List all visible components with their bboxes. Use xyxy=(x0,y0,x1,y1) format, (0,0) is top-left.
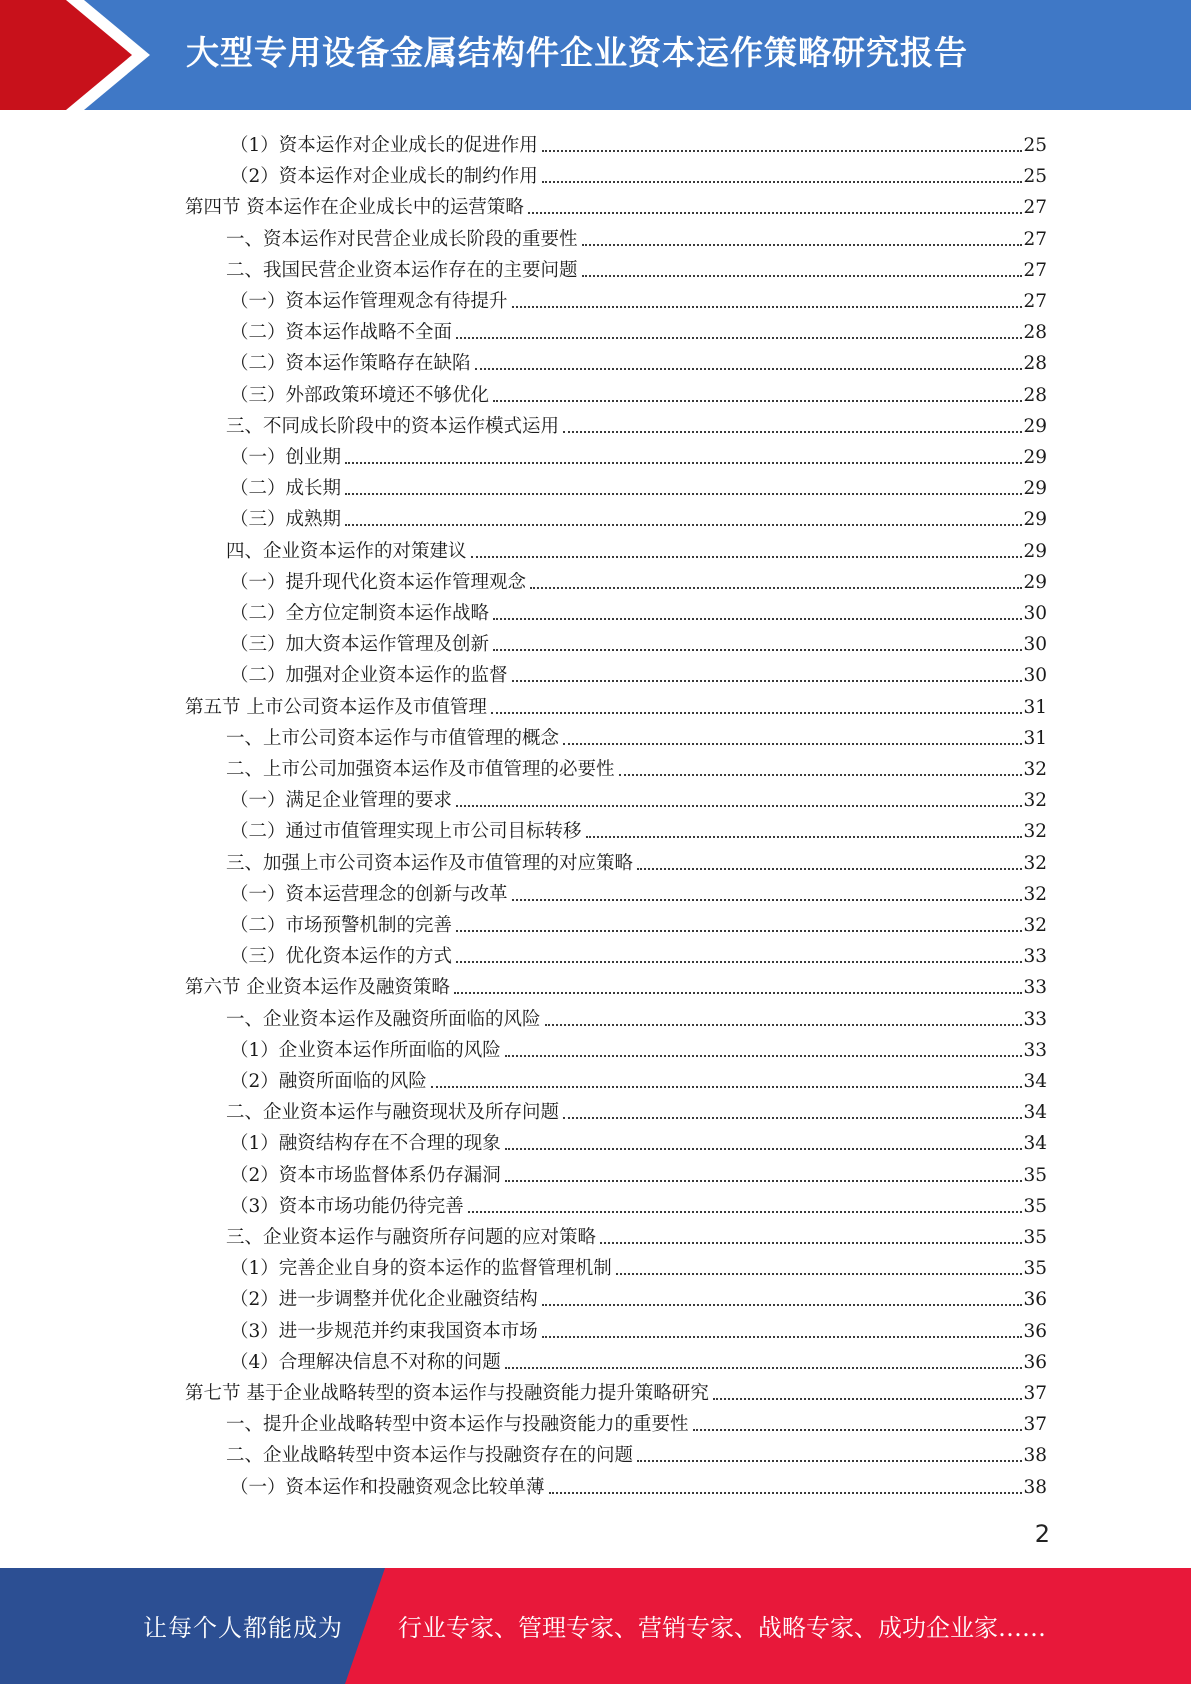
toc-entry-title: 二、我国民营企业资本运作存在的主要问题 xyxy=(226,260,578,281)
toc-dot-leader xyxy=(563,1117,1022,1119)
header-arrow-icon xyxy=(0,0,160,110)
toc-entry-page: 30 xyxy=(1023,665,1047,686)
toc-dot-leader xyxy=(586,836,1023,838)
toc-dot-leader xyxy=(468,1211,1023,1213)
toc-entry[interactable] xyxy=(230,314,1047,345)
toc-dot-leader xyxy=(345,524,1022,526)
toc-dot-leader xyxy=(545,1024,1023,1026)
toc-entry-page: 36 xyxy=(1023,1289,1047,1310)
toc-entry-title: （2）资本市场监督体系仍存漏洞 xyxy=(230,1165,501,1186)
toc-entry[interactable] xyxy=(226,1437,1047,1468)
toc-entry[interactable] xyxy=(230,657,1047,688)
toc-entry-page: 35 xyxy=(1023,1165,1047,1186)
toc-entry-page: 32 xyxy=(1023,759,1047,780)
toc-entry-title: （二）加强对企业资本运作的监督 xyxy=(230,665,508,686)
toc-dot-leader xyxy=(542,1336,1023,1338)
toc-entry[interactable] xyxy=(185,969,1047,1000)
toc-entry-page: 27 xyxy=(1023,260,1047,281)
toc-entry[interactable] xyxy=(230,1188,1047,1219)
toc-dot-leader xyxy=(505,1055,1023,1057)
toc-entry-title: （二）资本运作策略存在缺陷 xyxy=(230,353,471,374)
toc-entry[interactable] xyxy=(230,1344,1047,1375)
toc-entry[interactable] xyxy=(226,1001,1047,1032)
toc-dot-leader xyxy=(345,462,1022,464)
toc-dot-leader xyxy=(512,899,1023,901)
toc-entry-page: 36 xyxy=(1023,1321,1047,1342)
toc-dot-leader xyxy=(493,400,1022,402)
toc-entry-title: （2）进一步调整并优化企业融资结构 xyxy=(230,1289,538,1310)
toc-entry[interactable] xyxy=(226,751,1047,782)
toc-dot-leader xyxy=(530,587,1022,589)
toc-entry-title: （二）资本运作战略不全面 xyxy=(230,322,453,343)
toc-entry-page: 29 xyxy=(1023,541,1047,562)
toc-dot-leader xyxy=(475,368,1023,370)
toc-entry[interactable] xyxy=(230,345,1047,376)
toc-entry[interactable] xyxy=(230,876,1047,907)
toc-entry-title: 一、上市公司资本运作与市值管理的概念 xyxy=(226,728,560,749)
toc-entry-title: 二、企业战略转型中资本运作与投融资存在的问题 xyxy=(226,1445,634,1466)
toc-entry[interactable] xyxy=(230,127,1047,158)
toc-entry[interactable] xyxy=(226,221,1047,252)
toc-entry-title: （1）资本运作对企业成长的促进作用 xyxy=(230,135,538,156)
toc-entry[interactable] xyxy=(230,907,1047,938)
toc-dot-leader xyxy=(456,930,1022,932)
toc-entry-page: 35 xyxy=(1023,1227,1047,1248)
toc-entry-title: （一）创业期 xyxy=(230,447,342,468)
toc-entry-title: （3）资本市场功能仍待完善 xyxy=(230,1196,464,1217)
toc-entry-title: （一）资本运作和投融资观念比较单薄 xyxy=(230,1477,545,1498)
toc-dot-leader xyxy=(600,1242,1022,1244)
toc-dot-leader xyxy=(542,1304,1023,1306)
toc-dot-leader xyxy=(582,275,1023,277)
toc-entry-title: （二）成长期 xyxy=(230,478,342,499)
toc-entry-title: （三）加大资本运作管理及创新 xyxy=(230,634,490,655)
toc-dot-leader xyxy=(505,1148,1023,1150)
toc-dot-leader xyxy=(542,181,1023,183)
header-band xyxy=(0,0,1191,110)
toc-entry-title: 三、不同成长阶段中的资本运作模式运用 xyxy=(226,416,560,437)
toc-entry-page: 30 xyxy=(1023,603,1047,624)
toc-entry-title: （二）通过市值管理实现上市公司目标转移 xyxy=(230,821,582,842)
toc-entry[interactable] xyxy=(230,1469,1047,1500)
toc-dot-leader xyxy=(505,1180,1023,1182)
toc-entry-page: 29 xyxy=(1023,509,1047,530)
toc-entry-page: 32 xyxy=(1023,821,1047,842)
toc-entry-title: （3）进一步规范并约束我国资本市场 xyxy=(230,1321,538,1342)
toc-entry-page: 29 xyxy=(1023,572,1047,593)
toc-dot-leader xyxy=(493,649,1022,651)
toc-entry[interactable] xyxy=(185,1375,1047,1406)
toc-entry[interactable] xyxy=(230,377,1047,408)
toc-entry-title: （二）全方位定制资本运作战略 xyxy=(230,603,490,624)
toc-entry[interactable] xyxy=(230,1157,1047,1188)
toc-dot-leader xyxy=(528,212,1023,214)
toc-entry-page: 36 xyxy=(1023,1352,1047,1373)
header-arrow-red xyxy=(0,0,132,110)
toc-entry-title: 一、资本运作对民营企业成长阶段的重要性 xyxy=(226,229,578,250)
toc-entry-page: 33 xyxy=(1023,1040,1047,1061)
toc-entry[interactable] xyxy=(230,1125,1047,1156)
toc-entry-page: 32 xyxy=(1023,790,1047,811)
toc-entry-page: 27 xyxy=(1023,229,1047,250)
toc-entry-title: 三、企业资本运作与融资所存问题的应对策略 xyxy=(226,1227,597,1248)
toc-entry-title: 第六节 企业资本运作及融资策略 xyxy=(185,977,450,998)
toc-entry-title: （三）优化资本运作的方式 xyxy=(230,946,453,967)
toc-entry-page: 34 xyxy=(1023,1102,1047,1123)
toc-entry-title: （一）资本运营理念的创新与改革 xyxy=(230,884,508,905)
toc-entry-page: 37 xyxy=(1023,1414,1047,1435)
toc-entry[interactable] xyxy=(230,1250,1047,1281)
toc-entry[interactable] xyxy=(230,158,1047,189)
toc-entry-page: 30 xyxy=(1023,634,1047,655)
toc-entry-title: 三、加强上市公司资本运作及市值管理的对应策略 xyxy=(226,853,634,874)
toc-dot-leader xyxy=(471,556,1023,558)
toc-entry-page: 37 xyxy=(1023,1383,1047,1404)
toc-entry-title: （一）提升现代化资本运作管理观念 xyxy=(230,572,527,593)
toc-entry[interactable] xyxy=(226,845,1047,876)
toc-dot-leader xyxy=(512,680,1023,682)
toc-entry[interactable] xyxy=(230,1063,1047,1094)
toc-entry-page: 32 xyxy=(1023,915,1047,936)
toc-entry-title: （1）企业资本运作所面临的风险 xyxy=(230,1040,501,1061)
toc-entry-title: 第四节 资本运作在企业成长中的运营策略 xyxy=(185,197,524,218)
toc-entry-page: 29 xyxy=(1023,416,1047,437)
toc-dot-leader xyxy=(493,618,1022,620)
footer-slogan-left: 让每个人都能成为 xyxy=(143,1614,343,1642)
toc-entry-page: 34 xyxy=(1023,1071,1047,1092)
toc-entry-title: （二）市场预警机制的完善 xyxy=(230,915,453,936)
toc-entry-title: 一、企业资本运作及融资所面临的风险 xyxy=(226,1009,541,1030)
toc-entry-title: 四、企业资本运作的对策建议 xyxy=(226,541,467,562)
toc-entry-page: 32 xyxy=(1023,884,1047,905)
toc-entry[interactable] xyxy=(226,1094,1047,1125)
toc-entry-page: 28 xyxy=(1023,353,1047,374)
footer-slogan-right: 行业专家、管理专家、营销专家、战略专家、成功企业家…… xyxy=(398,1614,1046,1642)
toc-dot-leader xyxy=(431,1086,1023,1088)
toc-entry-page: 28 xyxy=(1023,322,1047,343)
toc-entry-title: （一）资本运作管理观念有待提升 xyxy=(230,291,508,312)
toc-entry[interactable] xyxy=(230,1032,1047,1063)
toc-entry-page: 33 xyxy=(1023,977,1047,998)
toc-entry[interactable] xyxy=(230,564,1047,595)
toc-entry-title: （2）融资所面临的风险 xyxy=(230,1071,427,1092)
footer-band xyxy=(0,1568,1191,1684)
toc-entry-page: 25 xyxy=(1023,166,1047,187)
toc-entry-page: 32 xyxy=(1023,853,1047,874)
toc-entry[interactable] xyxy=(226,408,1047,439)
toc-entry-page: 35 xyxy=(1023,1196,1047,1217)
toc-dot-leader xyxy=(456,337,1022,339)
toc-entry[interactable] xyxy=(230,626,1047,657)
toc-dot-leader xyxy=(549,1492,1023,1494)
toc-entry-page: 35 xyxy=(1023,1258,1047,1279)
toc-entry-page: 31 xyxy=(1023,728,1047,749)
toc-entry-page: 27 xyxy=(1023,197,1047,218)
toc-dot-leader xyxy=(637,1460,1022,1462)
toc-entry[interactable] xyxy=(230,813,1047,844)
toc-entry[interactable] xyxy=(226,252,1047,283)
toc-entry[interactable] xyxy=(230,1313,1047,1344)
toc-entry-page: 29 xyxy=(1023,478,1047,499)
toc-dot-leader xyxy=(491,712,1023,714)
toc-entry[interactable] xyxy=(185,689,1047,720)
report-title: 大型专用设备金属结构件企业资本运作策略研究报告 xyxy=(186,33,968,72)
toc-entry-title: （1）完善企业自身的资本运作的监督管理机制 xyxy=(230,1258,612,1279)
page-number: 2 xyxy=(1034,1520,1050,1548)
toc-entry-page: 34 xyxy=(1023,1133,1047,1154)
toc-dot-leader xyxy=(619,774,1023,776)
toc-dot-leader xyxy=(563,431,1022,433)
toc-entry-title: （三）成熟期 xyxy=(230,509,342,530)
toc-entry-page: 29 xyxy=(1023,447,1047,468)
toc-entry-title: （4）合理解决信息不对称的问题 xyxy=(230,1352,501,1373)
toc-entry-page: 28 xyxy=(1023,385,1047,406)
toc-entry-page: 33 xyxy=(1023,946,1047,967)
toc-dot-leader xyxy=(637,868,1022,870)
toc-entry-page: 27 xyxy=(1023,291,1047,312)
toc-entry-page: 25 xyxy=(1023,135,1047,156)
toc-entry[interactable] xyxy=(230,782,1047,813)
toc-entry-title: （2）资本运作对企业成长的制约作用 xyxy=(230,166,538,187)
toc-entry-title: 二、上市公司加强资本运作及市值管理的必要性 xyxy=(226,759,615,780)
toc-entry[interactable] xyxy=(226,1219,1047,1250)
toc-dot-leader xyxy=(456,805,1022,807)
toc-dot-leader xyxy=(505,1367,1023,1369)
toc-entry[interactable] xyxy=(230,1281,1047,1312)
toc-entry-title: （1）融资结构存在不合理的现象 xyxy=(230,1133,501,1154)
toc-entry[interactable] xyxy=(226,1406,1047,1437)
toc-entry[interactable] xyxy=(226,533,1047,564)
toc-entry[interactable] xyxy=(230,938,1047,969)
toc-dot-leader xyxy=(454,992,1023,994)
toc-entry[interactable] xyxy=(185,189,1047,220)
toc-entry[interactable] xyxy=(230,283,1047,314)
toc-entry-title: 二、企业资本运作与融资现状及所存问题 xyxy=(226,1102,560,1123)
toc-entry-title: 一、提升企业战略转型中资本运作与投融资能力的重要性 xyxy=(226,1414,689,1435)
toc-entry-page: 38 xyxy=(1023,1477,1047,1498)
toc-entry-title: 第七节 基于企业战略转型的资本运作与投融资能力提升策略研究 xyxy=(185,1383,709,1404)
toc-dot-leader xyxy=(512,306,1023,308)
toc-dot-leader xyxy=(563,743,1022,745)
toc-entry-page: 33 xyxy=(1023,1009,1047,1030)
toc-entry[interactable] xyxy=(230,501,1047,532)
toc-dot-leader xyxy=(582,244,1023,246)
toc-dot-leader xyxy=(713,1398,1023,1400)
toc-dot-leader xyxy=(345,493,1022,495)
toc-entry[interactable] xyxy=(230,470,1047,501)
toc-dot-leader xyxy=(542,150,1023,152)
toc-entry-title: 第五节 上市公司资本运作及市值管理 xyxy=(185,697,487,718)
toc-entry-title: （三）外部政策环境还不够优化 xyxy=(230,385,490,406)
toc-dot-leader xyxy=(693,1429,1023,1431)
toc-entry-page: 31 xyxy=(1023,697,1047,718)
toc-dot-leader xyxy=(616,1273,1023,1275)
toc-entry-title: （一）满足企业管理的要求 xyxy=(230,790,453,811)
toc-dot-leader xyxy=(456,961,1022,963)
toc-entry-page: 38 xyxy=(1023,1445,1047,1466)
toc-entry[interactable] xyxy=(226,720,1047,751)
toc-entry[interactable] xyxy=(230,439,1047,470)
toc-entry[interactable] xyxy=(230,595,1047,626)
